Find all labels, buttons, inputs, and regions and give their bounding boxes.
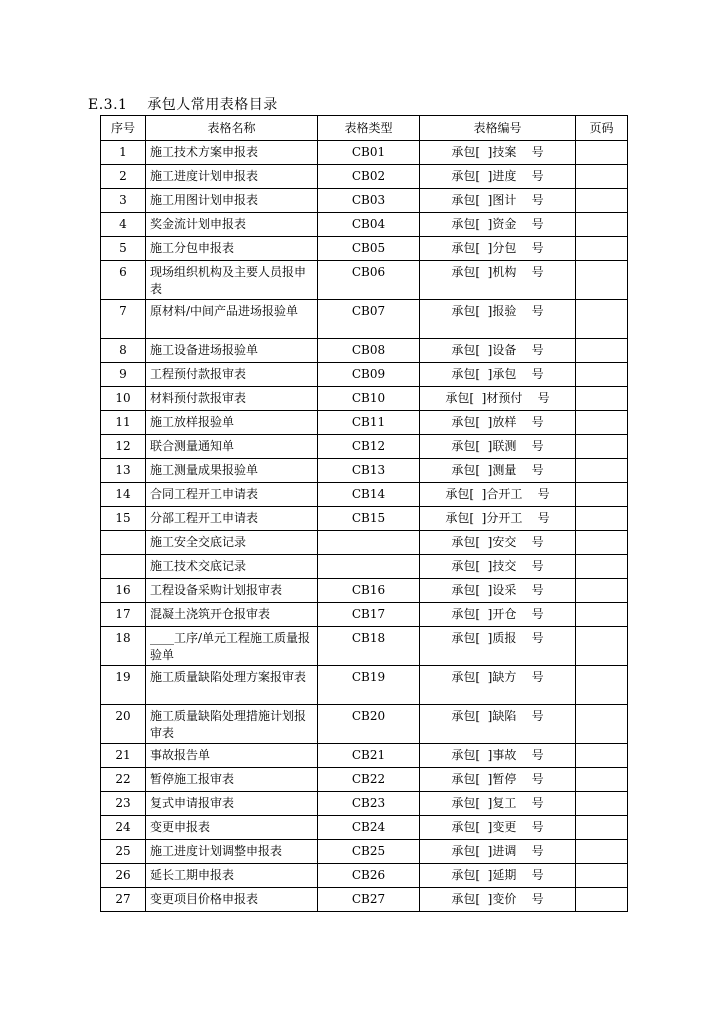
row-no: 16 xyxy=(101,579,146,603)
row-page xyxy=(576,387,628,411)
header-no: 序号 xyxy=(101,116,146,141)
row-name: 工程预付款报审表 xyxy=(146,363,318,387)
row-name: 暂停施工报审表 xyxy=(146,768,318,792)
row-name: 施工质量缺陷处理措施计划报审表 xyxy=(146,705,318,744)
row-no: 17 xyxy=(101,603,146,627)
row-page xyxy=(576,339,628,363)
row-name: 事故报告单 xyxy=(146,744,318,768)
row-type: CB14 xyxy=(318,483,420,507)
row-page xyxy=(576,300,628,339)
row-type: CB17 xyxy=(318,603,420,627)
row-no: 7 xyxy=(101,300,146,339)
row-name: 联合测量通知单 xyxy=(146,435,318,459)
row-code: 承包[ ]资金 号 xyxy=(420,213,576,237)
row-code: 承包[ ]技案 号 xyxy=(420,141,576,165)
row-no: 5 xyxy=(101,237,146,261)
form-catalog-table xyxy=(100,115,628,912)
row-name: 原材料/中间产品进场报验单 xyxy=(146,300,318,339)
row-no: 18 xyxy=(101,627,146,666)
row-type: CB20 xyxy=(318,705,420,744)
row-name: 复式申请报审表 xyxy=(146,792,318,816)
page-title: E.3.1 承包人常用表格目录 xyxy=(88,97,278,113)
row-code: 承包[ ]延期 号 xyxy=(420,864,576,888)
row-code: 承包[ ]承包 号 xyxy=(420,363,576,387)
row-code: 承包[ ]进调 号 xyxy=(420,840,576,864)
row-code: 承包[ ]缺方 号 xyxy=(420,666,576,705)
row-type: CB26 xyxy=(318,864,420,888)
row-name: 混凝土浇筑开仓报审表 xyxy=(146,603,318,627)
row-name: 延长工期申报表 xyxy=(146,864,318,888)
row-name: 施工进度计划调整申报表 xyxy=(146,840,318,864)
row-page xyxy=(576,483,628,507)
row-name: 施工技术交底记录 xyxy=(146,555,318,579)
header-page: 页码 xyxy=(576,116,628,141)
row-page xyxy=(576,792,628,816)
row-no: 15 xyxy=(101,507,146,531)
table-body xyxy=(101,141,628,912)
row-code: 承包[ ]联测 号 xyxy=(420,435,576,459)
row-page xyxy=(576,603,628,627)
row-type: CB25 xyxy=(318,840,420,864)
row-no: 4 xyxy=(101,213,146,237)
table-row xyxy=(101,300,628,339)
table-row xyxy=(101,531,628,555)
row-code: 承包[ ]分包 号 xyxy=(420,237,576,261)
row-page xyxy=(576,237,628,261)
table-row xyxy=(101,435,628,459)
row-page xyxy=(576,459,628,483)
row-no: 22 xyxy=(101,768,146,792)
row-name: 变更项目价格申报表 xyxy=(146,888,318,912)
row-page xyxy=(576,165,628,189)
table-row xyxy=(101,363,628,387)
row-name: 变更申报表 xyxy=(146,816,318,840)
row-page xyxy=(576,141,628,165)
row-page xyxy=(576,627,628,666)
row-type: CB22 xyxy=(318,768,420,792)
header-name: 表格名称 xyxy=(146,116,318,141)
row-code: 承包[ ]合开工 号 xyxy=(420,483,576,507)
table-row xyxy=(101,579,628,603)
table-row xyxy=(101,507,628,531)
table-header-row xyxy=(101,116,628,141)
row-type: CB06 xyxy=(318,261,420,300)
row-no: 24 xyxy=(101,816,146,840)
row-code: 承包[ ]放样 号 xyxy=(420,411,576,435)
row-type: CB27 xyxy=(318,888,420,912)
row-no: 3 xyxy=(101,189,146,213)
row-code: 承包[ ]复工 号 xyxy=(420,792,576,816)
row-code: 承包[ ]报验 号 xyxy=(420,300,576,339)
row-no: 19 xyxy=(101,666,146,705)
row-page xyxy=(576,840,628,864)
table-row xyxy=(101,483,628,507)
row-name: 合同工程开工申请表 xyxy=(146,483,318,507)
row-page xyxy=(576,189,628,213)
row-code: 承包[ ]设备 号 xyxy=(420,339,576,363)
row-no: 8 xyxy=(101,339,146,363)
row-no: 27 xyxy=(101,888,146,912)
row-name: 施工测量成果报验单 xyxy=(146,459,318,483)
row-page xyxy=(576,261,628,300)
header-code: 表格编号 xyxy=(420,116,576,141)
row-page xyxy=(576,579,628,603)
table-row xyxy=(101,411,628,435)
table-row xyxy=(101,213,628,237)
table-row xyxy=(101,768,628,792)
row-no: 26 xyxy=(101,864,146,888)
row-code: 承包[ ]测量 号 xyxy=(420,459,576,483)
row-code: 承包[ ]设采 号 xyxy=(420,579,576,603)
row-name: 施工设备进场报验单 xyxy=(146,339,318,363)
row-page xyxy=(576,435,628,459)
row-page xyxy=(576,507,628,531)
row-page xyxy=(576,768,628,792)
row-code: 承包[ ]进度 号 xyxy=(420,165,576,189)
table-row xyxy=(101,387,628,411)
row-name: 分部工程开工申请表 xyxy=(146,507,318,531)
row-code: 承包[ ]事故 号 xyxy=(420,744,576,768)
row-code: 承包[ ]技交 号 xyxy=(420,555,576,579)
row-name: 材料预付款报审表 xyxy=(146,387,318,411)
table-row xyxy=(101,459,628,483)
table-row xyxy=(101,141,628,165)
row-type: CB19 xyxy=(318,666,420,705)
row-page xyxy=(576,213,628,237)
table-row xyxy=(101,792,628,816)
row-type: CB07 xyxy=(318,300,420,339)
table-row xyxy=(101,816,628,840)
row-no: 11 xyxy=(101,411,146,435)
row-name: 奖金流计划申报表 xyxy=(146,213,318,237)
table-row xyxy=(101,627,628,666)
row-page xyxy=(576,531,628,555)
row-page xyxy=(576,705,628,744)
row-type: CB23 xyxy=(318,792,420,816)
row-name: 现场组织机构及主要人员报申表 xyxy=(146,261,318,300)
row-name: 施工技术方案申报表 xyxy=(146,141,318,165)
row-type: CB15 xyxy=(318,507,420,531)
row-page xyxy=(576,864,628,888)
row-code: 承包[ ]分开工 号 xyxy=(420,507,576,531)
table-row xyxy=(101,744,628,768)
table-row xyxy=(101,864,628,888)
row-page xyxy=(576,363,628,387)
row-no: 20 xyxy=(101,705,146,744)
row-name: 施工用图计划申报表 xyxy=(146,189,318,213)
row-no: 25 xyxy=(101,840,146,864)
row-type: CB09 xyxy=(318,363,420,387)
row-code: 承包[ ]变价 号 xyxy=(420,888,576,912)
row-no xyxy=(101,531,146,555)
row-type: CB02 xyxy=(318,165,420,189)
row-no: 9 xyxy=(101,363,146,387)
table-row xyxy=(101,555,628,579)
row-code: 承包[ ]暂停 号 xyxy=(420,768,576,792)
row-type xyxy=(318,531,420,555)
row-type: CB10 xyxy=(318,387,420,411)
table-row xyxy=(101,237,628,261)
row-no: 6 xyxy=(101,261,146,300)
row-name: 施工放样报验单 xyxy=(146,411,318,435)
row-page xyxy=(576,411,628,435)
row-type: CB12 xyxy=(318,435,420,459)
row-name: 施工分包申报表 xyxy=(146,237,318,261)
row-type: CB01 xyxy=(318,141,420,165)
row-code: 承包[ ]变更 号 xyxy=(420,816,576,840)
row-no: 23 xyxy=(101,792,146,816)
row-no: 2 xyxy=(101,165,146,189)
table-row xyxy=(101,603,628,627)
row-no: 10 xyxy=(101,387,146,411)
row-no: 14 xyxy=(101,483,146,507)
row-type: CB13 xyxy=(318,459,420,483)
row-type: CB04 xyxy=(318,213,420,237)
row-code: 承包[ ]安交 号 xyxy=(420,531,576,555)
row-code: 承包[ ]机构 号 xyxy=(420,261,576,300)
row-type: CB05 xyxy=(318,237,420,261)
table-row xyxy=(101,888,628,912)
row-type xyxy=(318,555,420,579)
row-no: 21 xyxy=(101,744,146,768)
row-page xyxy=(576,555,628,579)
table-row xyxy=(101,165,628,189)
row-type: CB03 xyxy=(318,189,420,213)
row-type: CB18 xyxy=(318,627,420,666)
table-row xyxy=(101,705,628,744)
row-type: CB11 xyxy=(318,411,420,435)
table-row xyxy=(101,666,628,705)
row-type: CB08 xyxy=(318,339,420,363)
row-page xyxy=(576,816,628,840)
row-code: 承包[ ]质报 号 xyxy=(420,627,576,666)
table-row xyxy=(101,339,628,363)
row-no xyxy=(101,555,146,579)
table-row xyxy=(101,261,628,300)
row-name: 工程设备采购计划报审表 xyxy=(146,579,318,603)
row-name: 施工质量缺陷处理方案报审表 xyxy=(146,666,318,705)
row-page xyxy=(576,666,628,705)
row-name: ____工序/单元工程施工质量报验单 xyxy=(146,627,318,666)
row-name: 施工安全交底记录 xyxy=(146,531,318,555)
row-type: CB21 xyxy=(318,744,420,768)
row-code: 承包[ ]材预付 号 xyxy=(420,387,576,411)
row-page xyxy=(576,744,628,768)
row-page xyxy=(576,888,628,912)
row-no: 1 xyxy=(101,141,146,165)
row-code: 承包[ ]开仓 号 xyxy=(420,603,576,627)
row-no: 13 xyxy=(101,459,146,483)
header-type: 表格类型 xyxy=(318,116,420,141)
row-no: 12 xyxy=(101,435,146,459)
table-row xyxy=(101,840,628,864)
row-type: CB24 xyxy=(318,816,420,840)
row-code: 承包[ ]图计 号 xyxy=(420,189,576,213)
row-code: 承包[ ]缺陷 号 xyxy=(420,705,576,744)
table-row xyxy=(101,189,628,213)
row-type: CB16 xyxy=(318,579,420,603)
row-name: 施工进度计划申报表 xyxy=(146,165,318,189)
